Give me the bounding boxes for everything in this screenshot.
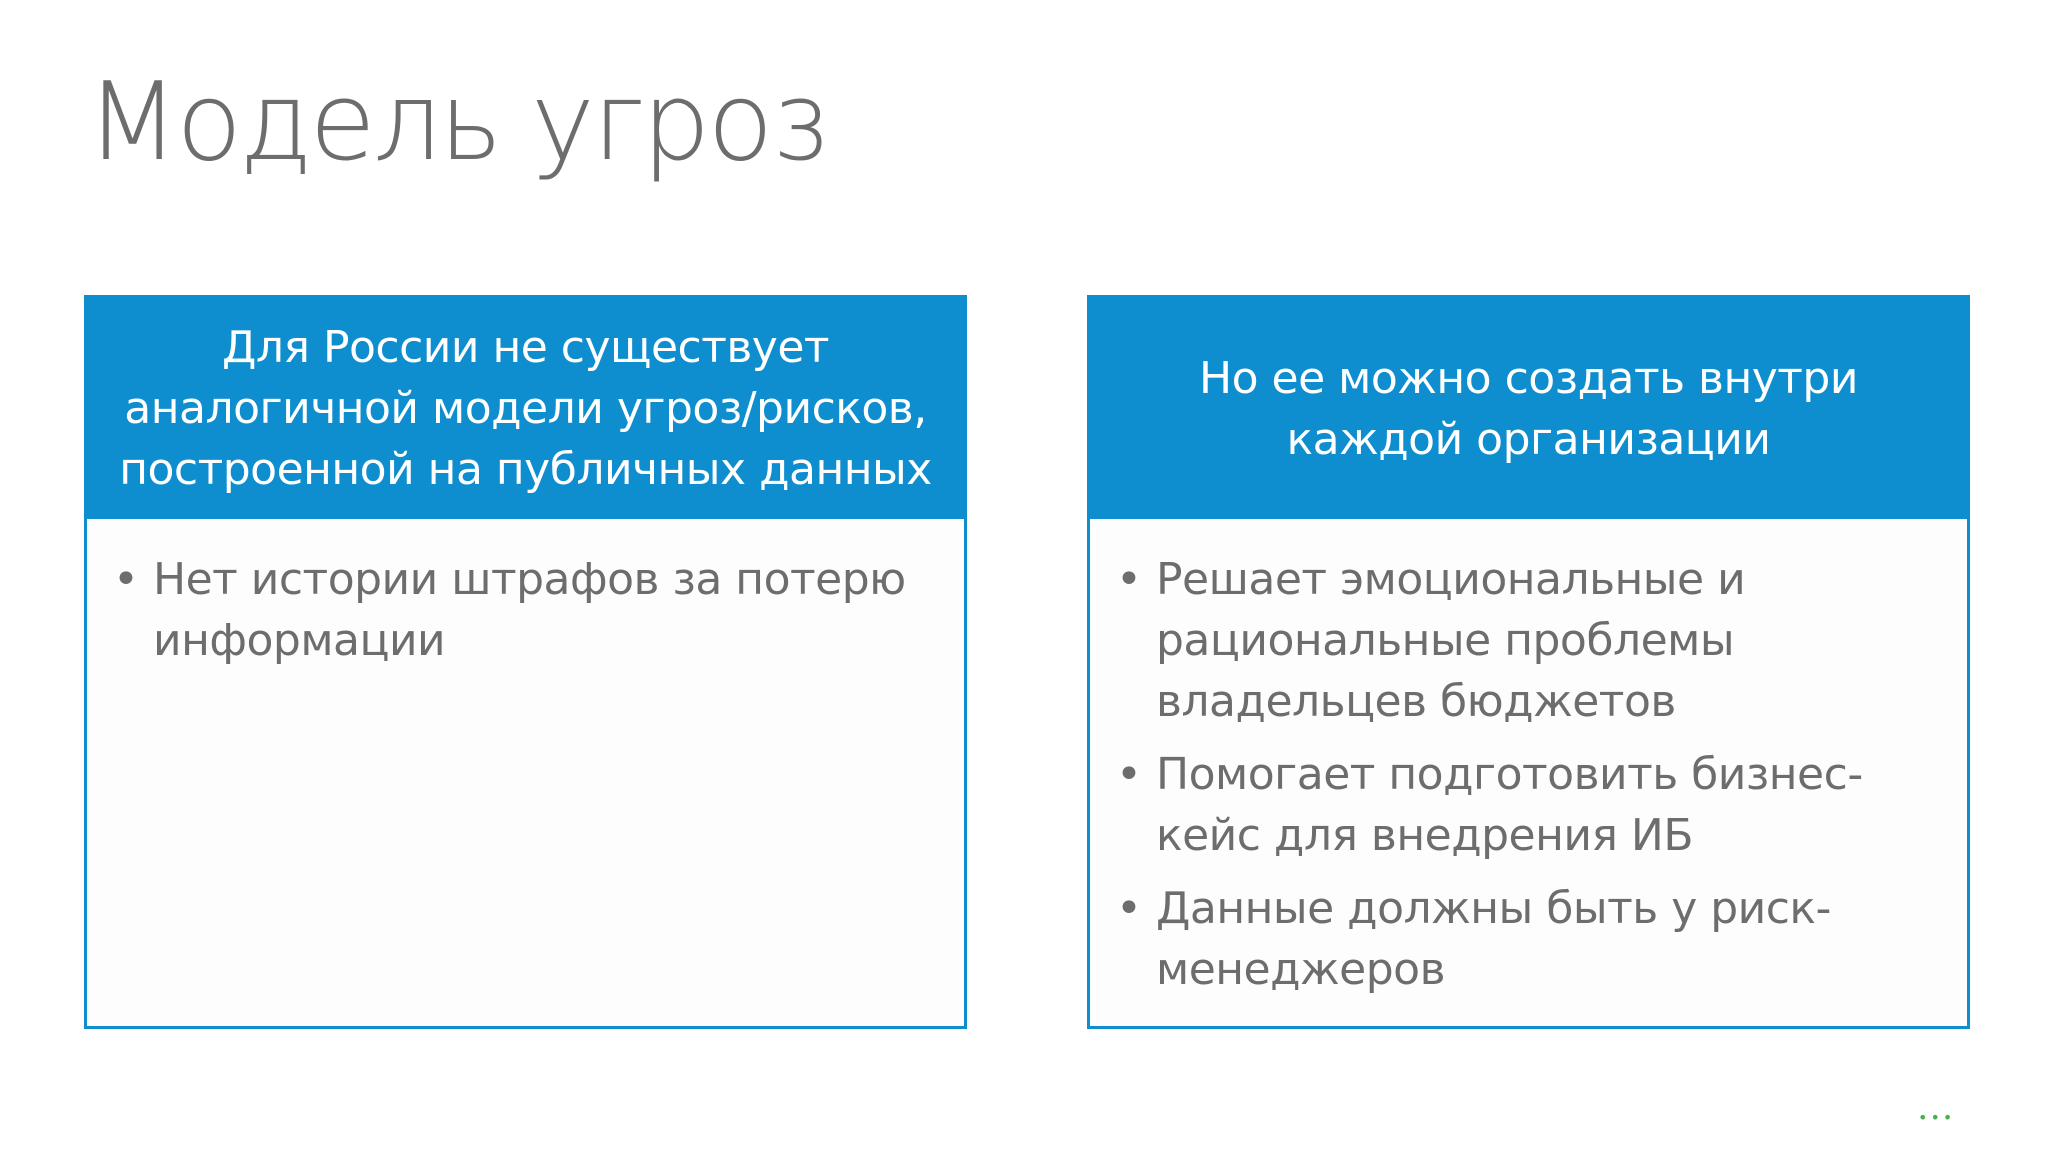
bullet-dot-icon: • [1116,883,1142,934]
left-panel-header-text: Для России не существует аналогичной модели угроз/рисков, построенной на публичных данных [119,322,932,495]
right-panel-bullet-list [1090,519,1967,1000]
left-panel-bullet-list [87,519,964,671]
right-panel-header-text: Но ее можно создать внутри каждой организации [1199,352,1858,465]
right-panel-bullet-item [1116,744,1941,866]
bullet-text: Нет истории штрафов за потерю информации [153,554,906,666]
left-panel [84,295,967,1029]
bullet-text: Решает эмоциональные и рациональные проблемы владельцев бюджетов [1156,554,1746,727]
right-panel-header [1090,298,1967,519]
bullet-dot-icon: • [1116,554,1142,605]
left-panel-header [87,298,964,519]
bullet-dot-icon: • [113,554,139,605]
bullet-text: Помогает подготовить бизнес-кейс для внедрения ИБ [1156,749,1863,861]
right-panel-bullet-item [1116,549,1941,732]
bullet-dot-icon: • [1116,749,1142,800]
right-panel [1087,295,1970,1029]
bullet-text: Данные должны быть у риск-менеджеров [1156,883,1831,995]
more-options-icon[interactable]: ••• [1918,1108,1956,1127]
slide-title: Модель угроз [86,60,826,185]
left-panel-bullet-item [113,549,938,671]
right-panel-bullet-item [1116,878,1941,1000]
